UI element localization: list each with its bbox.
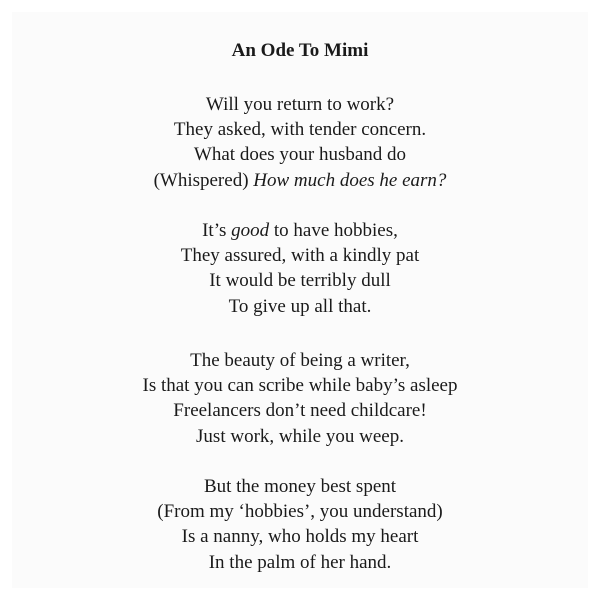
poem-line: Is that you can scribe while baby’s asleep xyxy=(142,375,458,397)
poem-line xyxy=(12,218,588,243)
line-text: It’s xyxy=(202,220,232,241)
poem-line: But the money best spent xyxy=(203,476,397,497)
stanza-4 xyxy=(12,474,588,575)
stanza-2 xyxy=(12,218,588,319)
poem-line: In the palm of her hand. xyxy=(208,551,392,573)
line-text: (Whispered) xyxy=(153,169,254,191)
stanza-3 xyxy=(12,348,588,449)
line-text: to have hobbies, xyxy=(269,220,398,241)
poem-line: Just work, while you weep. xyxy=(196,425,404,447)
poem-line: Will you return to work? xyxy=(205,94,395,115)
poem-line: It would be terribly dull xyxy=(209,270,391,292)
poem-line: They asked, with tender concern. xyxy=(173,119,427,141)
poem-line: What does your husband do xyxy=(193,144,407,166)
italic-text: How much does he earn? xyxy=(253,169,447,191)
poem-line: They assured, with a kindly pat xyxy=(180,245,420,267)
italic-text: good xyxy=(231,220,270,241)
poem-title: An Ode To Mimi xyxy=(231,40,369,61)
poem-line: (From my ‘hobbies’, you understand) xyxy=(157,501,443,523)
stanza-1 xyxy=(12,92,588,193)
poem-card xyxy=(12,12,588,588)
poem-line: Freelancers don’t need childcare! xyxy=(173,400,427,422)
poem-line xyxy=(12,168,588,193)
poem-line: The beauty of being a writer, xyxy=(190,350,410,371)
poem-line: Is a nanny, who holds my heart xyxy=(181,526,419,548)
poem-line: To give up all that. xyxy=(228,295,372,317)
